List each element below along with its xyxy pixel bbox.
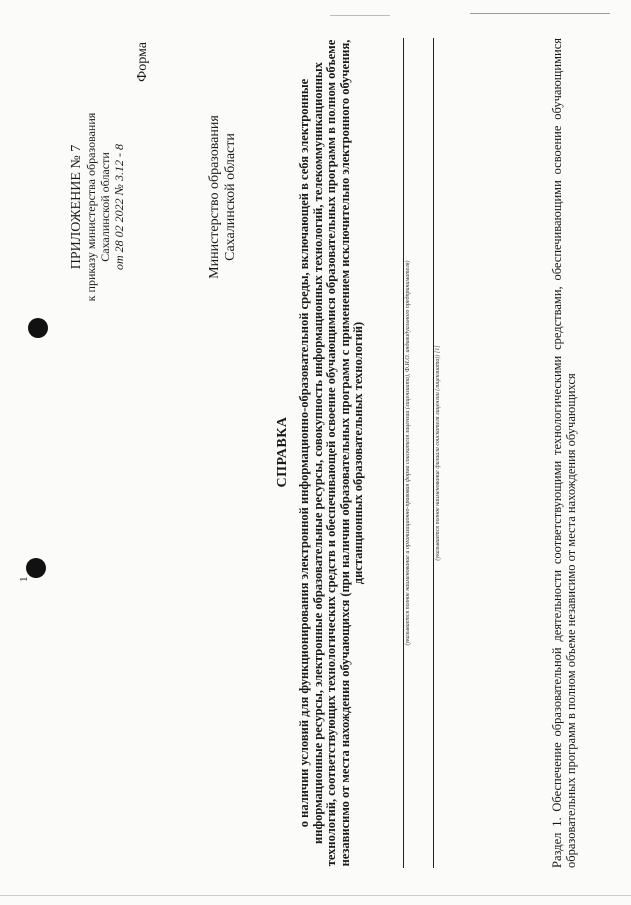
document-heading: СПРАВКА — [275, 416, 290, 488]
ministry-line-1: Министерство образования — [207, 115, 222, 279]
appendix-title: ПРИЛОЖЕНИЕ № 7 — [69, 144, 84, 270]
ministry-line-2: Сахалинской области — [223, 133, 238, 261]
section-1-text: Раздел 1. Обеспечение образовательной деятельности соответствующими технологическими средствами, обеспечивающими освоение обучающимися образовательных программ в полном объеме независимо от места нахождения обучающихся — [550, 38, 578, 868]
appendix-block — [70, 42, 126, 372]
appendix-region-line: Сахалинской области — [98, 152, 112, 262]
page-number: 1 — [18, 576, 30, 582]
branch-hint — [435, 38, 441, 868]
rotated-form — [15, 22, 615, 882]
branch-hint-text: (указывается полное наименование филиала соискателя лицензии (лицензиата)) — [435, 354, 441, 561]
footnote-marker: [1] — [435, 345, 441, 354]
ministry-block — [207, 32, 239, 362]
applicant-underline — [403, 38, 404, 868]
form-label: Форма — [135, 42, 150, 82]
appendix-order-line: к приказу министерства образования — [84, 112, 98, 302]
applicant-hint: (указывается полное наименование и организационно-правовая форма соискателя лицензии (лицензиата), Ф.И.О. индивидуального предпринимателя) — [405, 260, 411, 646]
appendix-date-line: от 28 02 2022 № 3.12 - 8 — [112, 144, 126, 270]
scan-edge-mark — [330, 15, 390, 16]
scan-edge-mark — [470, 13, 610, 14]
document-description: о наличии условий для функционирования электронной информационно-образовательной среды, включающей в себя электронные информационные ресурсы, электронные образовательные ресурсы, совокупность информационных технологий, телекоммуникационных технологий, соответствующих технологических средств и обеспечивающей освоение обучающимися образовательных программ в полном объеме независимо от места нахождения обучающихся (при наличии образовательных программ с применением исключительно электронного обучения, дистанционных образовательных технологий) — [297, 39, 366, 867]
branch-underline — [433, 38, 434, 868]
scan-edge-mark — [0, 895, 631, 896]
